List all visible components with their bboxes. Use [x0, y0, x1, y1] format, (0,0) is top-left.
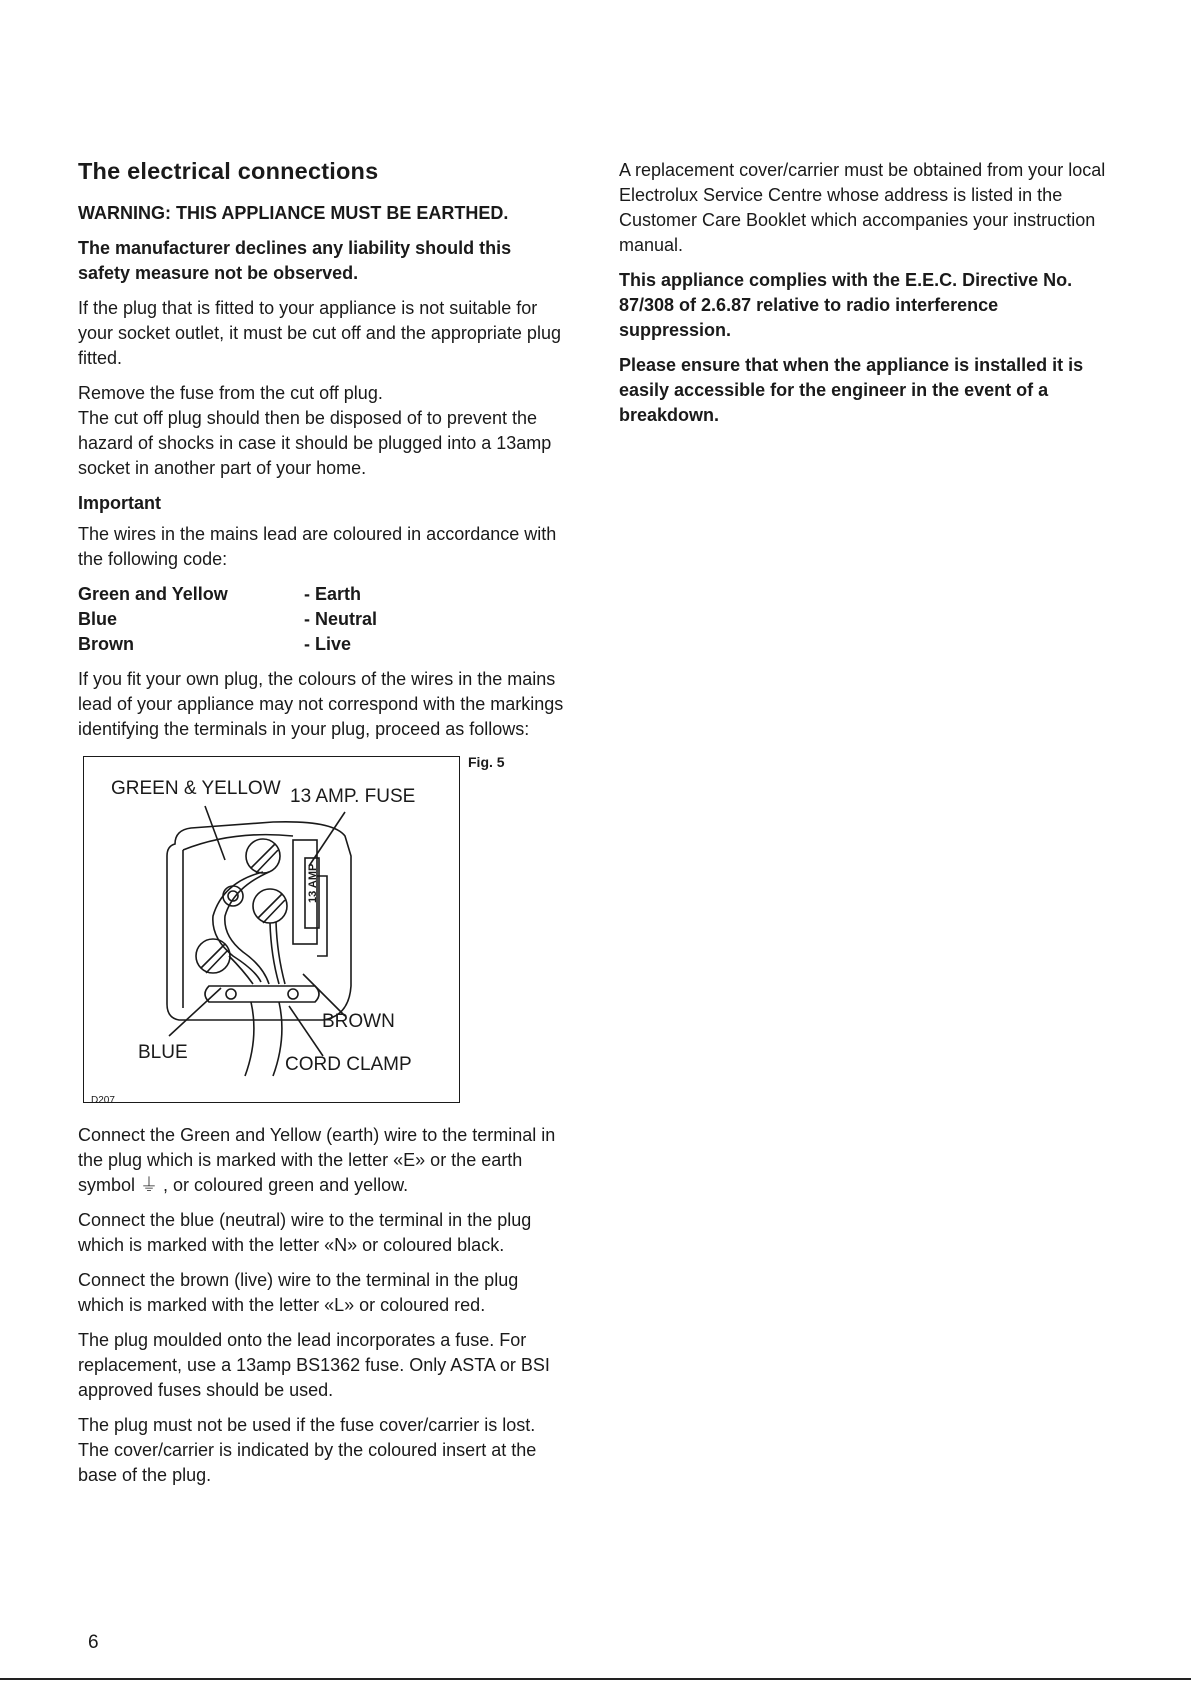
- paragraph-neutral-wire: Connect the blue (neutral) wire to the terminal in the plug which is marked with the letter «N» or coloured black.: [78, 1210, 532, 1255]
- paragraph-wire-colours: The wires in the mains lead are coloured in accordance with the following code:: [78, 524, 557, 569]
- wire-role: - Earth: [304, 584, 362, 604]
- wire-row: [78, 632, 566, 657]
- paragraph-dispose-plug: The cut off plug should then be disposed of to prevent the hazard of shocks in case it should be plugged into a 13amp socket in another part of your home.: [78, 408, 552, 478]
- wire-row: [78, 582, 566, 607]
- paragraph-eec-directive: This appliance complies with the E.E.C. Directive No. 87/308 of 2.6.87 relative to radio interference suppression.: [619, 270, 1073, 340]
- wire-colour: Blue: [78, 609, 118, 629]
- paragraph-remove-fuse: Remove the fuse from the cut off plug.: [78, 383, 383, 403]
- label-blue: BLUE: [138, 1042, 188, 1063]
- label-green-yellow: GREEN & YELLOW: [111, 778, 281, 799]
- paragraph-fuse-replacement: The plug moulded onto the lead incorporates a fuse. For replacement, use a 13amp BS1362 fuse. Only ASTA or BSI approved fuses should be used.: [78, 1330, 550, 1400]
- left-column: [78, 158, 566, 1498]
- paragraph-replacement-cover: A replacement cover/carrier must be obtained from your local Electrolux Service Centre whose address is listed in the Customer Care Booklet which accompanies your instruction manual.: [619, 160, 1106, 255]
- wire-colour: Brown: [78, 634, 134, 654]
- paragraph-accessibility: Please ensure that when the appliance is installed it is easily accessible for the engineer in the event of a breakdown.: [619, 355, 1084, 425]
- plug-wiring-figure: [83, 756, 566, 1109]
- right-column: [619, 158, 1107, 438]
- label-brown: BROWN: [322, 1011, 395, 1032]
- warning-text: WARNING: THIS APPLIANCE MUST BE EARTHED.: [78, 203, 509, 223]
- paragraph-unsuitable-plug: If the plug that is fitted to your appliance is not suitable for your socket outlet, it must be cut off and the appropriate plug fitted.: [78, 298, 561, 368]
- liability-text: The manufacturer declines any liability should this safety measure not be observed.: [78, 238, 512, 283]
- important-heading: Important: [78, 493, 161, 513]
- figure-label: Fig. 5: [468, 754, 505, 770]
- page-number: 6: [88, 1632, 99, 1653]
- paragraph-own-plug: If you fit your own plug, the colours of the wires in the mains lead of your appliance may not correspond with the markings identifying the terminals in your plug, proceed as follows:: [78, 669, 564, 739]
- bottom-rule: [0, 1678, 1191, 1680]
- paragraph-live-wire: Connect the brown (live) wire to the terminal in the plug which is marked with the letter «L» or coloured red.: [78, 1270, 519, 1315]
- wire-colour-table: [78, 582, 566, 657]
- wire-row: [78, 607, 566, 632]
- label-fuse: 13 AMP. FUSE: [290, 786, 416, 807]
- paragraph-earth-wire: Connect the Green and Yellow (earth) wire to the terminal in the plug which is marked with the letter «E» or the earth symbol ⏚ , or coloured green and yellow.: [78, 1125, 556, 1195]
- fuse-marking: 13 AMP: [307, 863, 319, 903]
- section-title: The electrical connections: [78, 158, 379, 184]
- paragraph-fuse-cover: The plug must not be used if the fuse cover/carrier is lost. The cover/carrier is indicated by the coloured insert at the base of the plug.: [78, 1415, 537, 1485]
- label-cord-clamp: CORD CLAMP: [285, 1054, 412, 1075]
- wire-colour: Green and Yellow: [78, 584, 228, 604]
- figure-code: D207: [91, 1095, 115, 1106]
- wire-role: - Live: [304, 634, 352, 654]
- wire-role: - Neutral: [304, 609, 378, 629]
